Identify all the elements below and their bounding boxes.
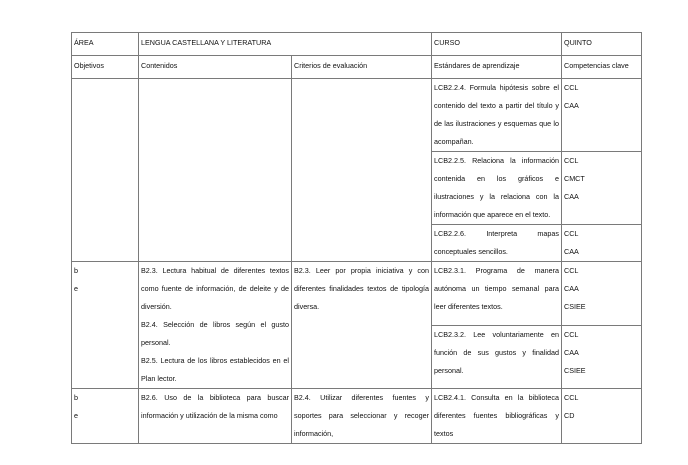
- contenidos-cell: [139, 262, 292, 389]
- estandar-cell: LCB2.2.4. Formula hipótesis sobre el contenido del texto a partir del título y de las ilustraciones y esquemas que lo acompañan.: [432, 79, 562, 152]
- contenido: B2.5. Lectura de los libros establecidos en el Plan lector.: [141, 356, 289, 383]
- competencia: CCL: [564, 83, 579, 92]
- curriculum-table: [71, 32, 642, 444]
- objetivo: e: [74, 284, 78, 293]
- estandar-cell: LCB2.2.6. Interpreta mapas conceptuales sencillos.: [432, 225, 562, 262]
- objetivos-cell: [72, 262, 139, 389]
- col-contenidos: Contenidos: [139, 56, 292, 79]
- contenidos-cell: [139, 79, 292, 262]
- col-criterios: Criterios de evaluación: [292, 56, 432, 79]
- competencia: CCL: [564, 266, 579, 275]
- competencia: CSIEE: [564, 302, 586, 311]
- competencia: CMCT: [564, 174, 585, 183]
- competencias-cell: [562, 325, 642, 389]
- contenido: B2.3. Lectura habitual de diferentes textos como fuente de información, de deleite y de diversión.: [141, 266, 289, 311]
- competencia: CCL: [564, 229, 579, 238]
- objetivos-cell: [72, 389, 139, 444]
- criterios-cell: B2.3. Leer por propia iniciativa y con diferentes finalidades textos de tipología diversa.: [292, 262, 432, 389]
- competencia: CAA: [564, 347, 579, 357]
- estandar-cell: LCB2.2.5. Relaciona la información contenida en los gráficos e ilustraciones y la relaciona con la información que aparece en el texto.: [432, 152, 562, 225]
- contenido: B2.6. Uso de la biblioteca para buscar información y utilización de la misma como: [141, 393, 289, 420]
- estandar-cell: LCB2.3.2. Lee voluntariamente en función de sus gustos y finalidad personal.: [432, 325, 562, 389]
- contenido: B2.4. Selección de libros según el gusto personal.: [141, 320, 289, 347]
- curso-label: CURSO: [432, 33, 562, 56]
- objetivo: b: [74, 266, 78, 275]
- competencias-cell: [562, 262, 642, 326]
- criterios-cell: B2.4. Utilizar diferentes fuentes y soportes para seleccionar y recoger información,: [292, 389, 432, 444]
- competencias-cell: [562, 225, 642, 262]
- competencia: CCL: [564, 156, 579, 165]
- header-row: [72, 33, 642, 56]
- competencia: CSIEE: [564, 365, 586, 375]
- competencia: CCL: [564, 329, 579, 339]
- competencia: CAA: [564, 101, 579, 110]
- criterios-cell: [292, 79, 432, 262]
- competencia: CAA: [564, 192, 579, 201]
- objetivo: e: [74, 411, 78, 420]
- area-label: ÁREA: [72, 33, 139, 56]
- column-header-row: [72, 56, 642, 79]
- competencias-cell: [562, 152, 642, 225]
- objetivos-cell: [72, 79, 139, 262]
- col-objetivos: Objetivos: [72, 56, 139, 79]
- competencia: CAA: [564, 284, 579, 293]
- table-row: [72, 262, 642, 326]
- table-row: [72, 79, 642, 152]
- estandar-cell: LCB2.3.1. Programa de manera autónoma un tiempo semanal para leer diferentes textos.: [432, 262, 562, 326]
- col-competencias: Competencias clave: [562, 56, 642, 79]
- competencia: CCL: [564, 393, 579, 402]
- curso-value: QUINTO: [562, 33, 642, 56]
- area-value: LENGUA CASTELLANA Y LITERATURA: [139, 33, 432, 56]
- competencias-cell: [562, 389, 642, 444]
- contenidos-cell: [139, 389, 292, 444]
- table-row: [72, 389, 642, 444]
- competencia: CAA: [564, 247, 579, 256]
- competencia: CD: [564, 411, 575, 420]
- col-estandares: Estándares de aprendizaje: [432, 56, 562, 79]
- competencias-cell: [562, 79, 642, 152]
- objetivo: b: [74, 393, 78, 402]
- estandar-cell: LCB2.4.1. Consulta en la biblioteca diferentes fuentes bibliográficas y textos: [432, 389, 562, 444]
